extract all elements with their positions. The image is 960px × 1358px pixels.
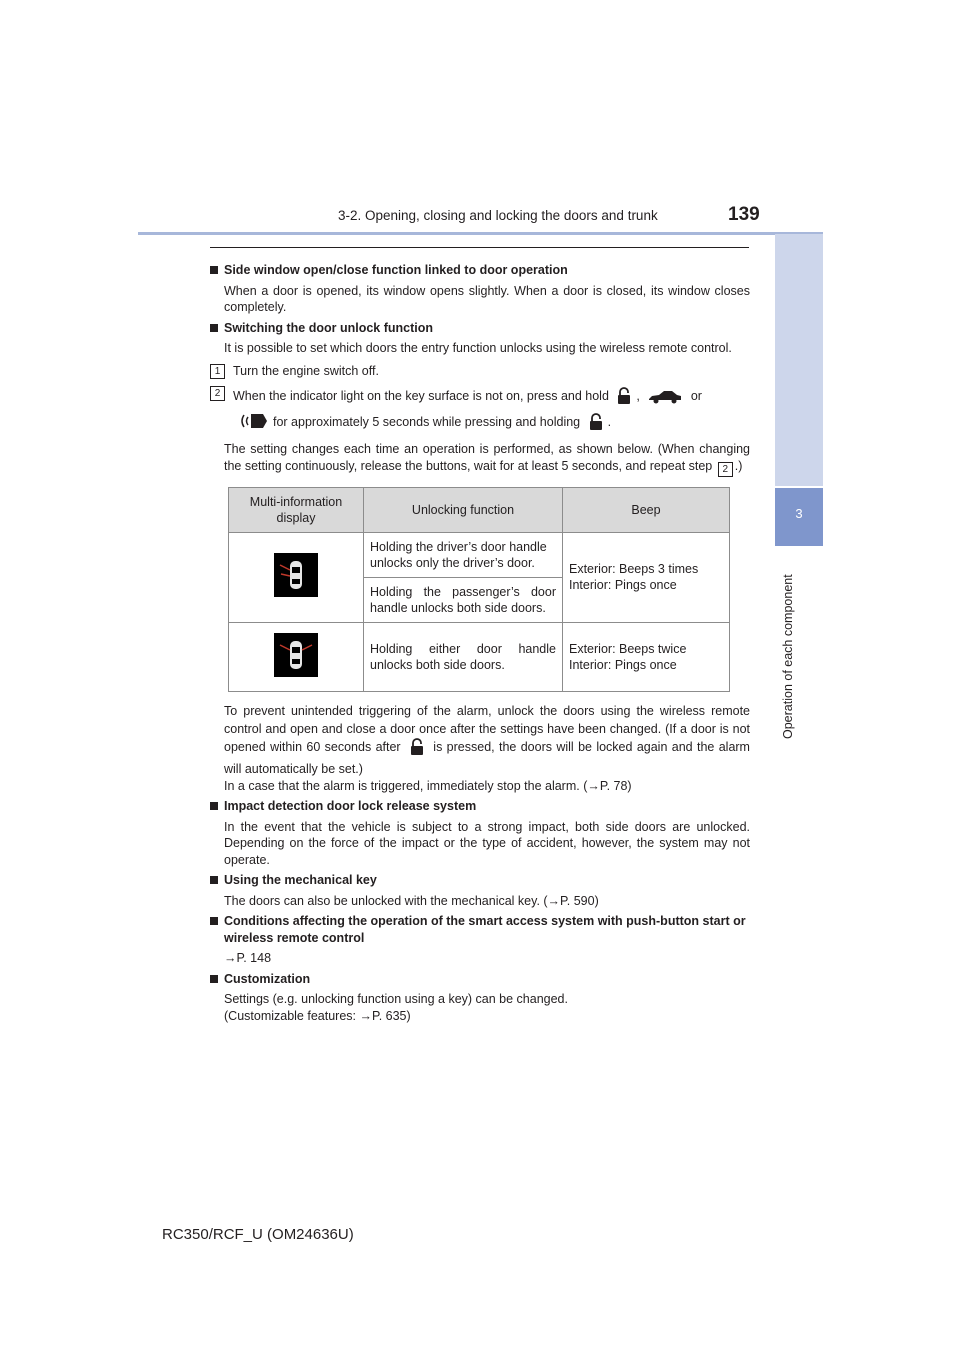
section-body: Settings (e.g. unlocking function using a key) can be changed. xyxy=(224,992,568,1006)
table-cell: Holding the driver’s door handle unlocks only the driver’s door. xyxy=(364,532,563,577)
side-tab-label: Operation of each component xyxy=(781,574,795,739)
table-cell: Exterior: Beeps twice Interior: Pings once xyxy=(563,622,730,691)
unlock-settings-table xyxy=(228,487,730,692)
alarm-paragraph: To prevent unintended triggering of the alarm, unlock the doors using the wireless remote control and open and close a door once after the settings have been changed. (If a door is not opened within 60 seconds after is pressed, the doors will be locked again and the alarm will automatically be set.) xyxy=(224,703,750,776)
lock-icon xyxy=(617,387,631,411)
period: . xyxy=(607,415,612,429)
section-body: (Customizable features: →P. 635) xyxy=(224,1008,411,1023)
car-trunk-icon xyxy=(648,389,682,411)
table-cell: Exterior: Beeps 3 times Interior: Pings once xyxy=(563,532,730,622)
section-heading: Customization xyxy=(224,971,311,986)
side-tab xyxy=(775,234,823,746)
section-switching xyxy=(210,320,750,795)
section-heading: Switching the door unlock function xyxy=(224,320,434,335)
header-rule xyxy=(138,232,823,235)
lock-icon xyxy=(589,413,603,437)
content-rule xyxy=(210,247,749,248)
display-cell xyxy=(229,532,364,622)
section-mechanical xyxy=(210,872,750,909)
step-number-ref: 2 xyxy=(718,462,733,477)
table-cell: Holding the passenger’s door handle unlocks both side doors. xyxy=(364,577,563,622)
bullet-square-icon xyxy=(210,917,218,925)
section-body: →P. 148 xyxy=(224,951,272,965)
bullet-square-icon xyxy=(210,266,218,274)
section-customization xyxy=(210,971,750,1025)
step-number: 2 xyxy=(210,386,225,401)
table-cell: Holding either door handle unlocks both side doors. xyxy=(364,622,563,691)
section-body: When a door is opened, its window opens slightly. When a door is closed, its window closes completely. xyxy=(224,283,750,314)
section-heading: Impact detection door lock release system xyxy=(224,799,477,813)
step-2 xyxy=(210,385,750,437)
step-text: Turn the engine switch off. xyxy=(233,363,379,378)
table-row xyxy=(229,622,730,691)
bullet-square-icon xyxy=(210,975,218,983)
section-heading: Side window open/close function linked to door operation xyxy=(224,263,568,277)
section-conditions xyxy=(210,913,750,967)
page-footer: RC350/RCF_U (OM24636U) xyxy=(162,1226,354,1243)
display-driver-door-icon xyxy=(274,553,318,597)
side-tab-number: 3 xyxy=(775,488,823,546)
or-text: or xyxy=(690,389,702,403)
section-body: In the event that the vehicle is subject to a strong impact, both side doors are unlocked. Depending on the force of the impact or the type of accident, however, the system may not operate. xyxy=(224,819,750,867)
panic-alarm-icon xyxy=(238,412,268,437)
section-body: The setting changes each time an operation is performed, as shown below. (When changing the setting continuously, release the buttons, wait for at least 5 seconds, and repeat step 2 .) xyxy=(224,442,750,475)
table-header: Multi-information display xyxy=(229,487,364,532)
section-impact xyxy=(210,798,750,868)
bullet-square-icon xyxy=(210,876,218,884)
display-cell xyxy=(229,622,364,691)
step-text: When the indicator light on the key surface is not on, press and hold xyxy=(233,389,609,403)
side-tab-upper xyxy=(775,234,823,486)
lock-icon xyxy=(410,738,424,760)
alarm-note: In a case that the alarm is triggered, immediately stop the alarm. (→P. 78) xyxy=(224,778,632,793)
step-text: for approximately 5 seconds while pressing and holding xyxy=(273,415,581,429)
section-heading: Using the mechanical key xyxy=(224,873,377,887)
display-both-doors-icon xyxy=(274,633,318,677)
section-side-window xyxy=(210,262,750,316)
section-body: It is possible to set which doors the entry function unlocks using the wireless remote control. xyxy=(224,341,732,355)
section-heading: Conditions affecting the operation of the smart access system with push-button start or wireless remote control xyxy=(224,914,746,945)
step-number: 1 xyxy=(210,364,225,379)
table-header: Beep xyxy=(563,487,730,532)
table-row xyxy=(229,532,730,577)
bullet-square-icon xyxy=(210,324,218,332)
page-header-title: 3-2. Opening, closing and locking the doors and trunk xyxy=(338,208,658,223)
table-header: Unlocking function xyxy=(364,487,563,532)
bullet-square-icon xyxy=(210,802,218,810)
separator: , xyxy=(636,389,640,403)
section-body: The doors can also be unlocked with the mechanical key. (→P. 590) xyxy=(224,893,599,908)
page-number: 139 xyxy=(728,204,760,225)
page-content xyxy=(210,258,750,1024)
step-1 xyxy=(210,363,750,380)
table-header-row xyxy=(229,487,730,532)
